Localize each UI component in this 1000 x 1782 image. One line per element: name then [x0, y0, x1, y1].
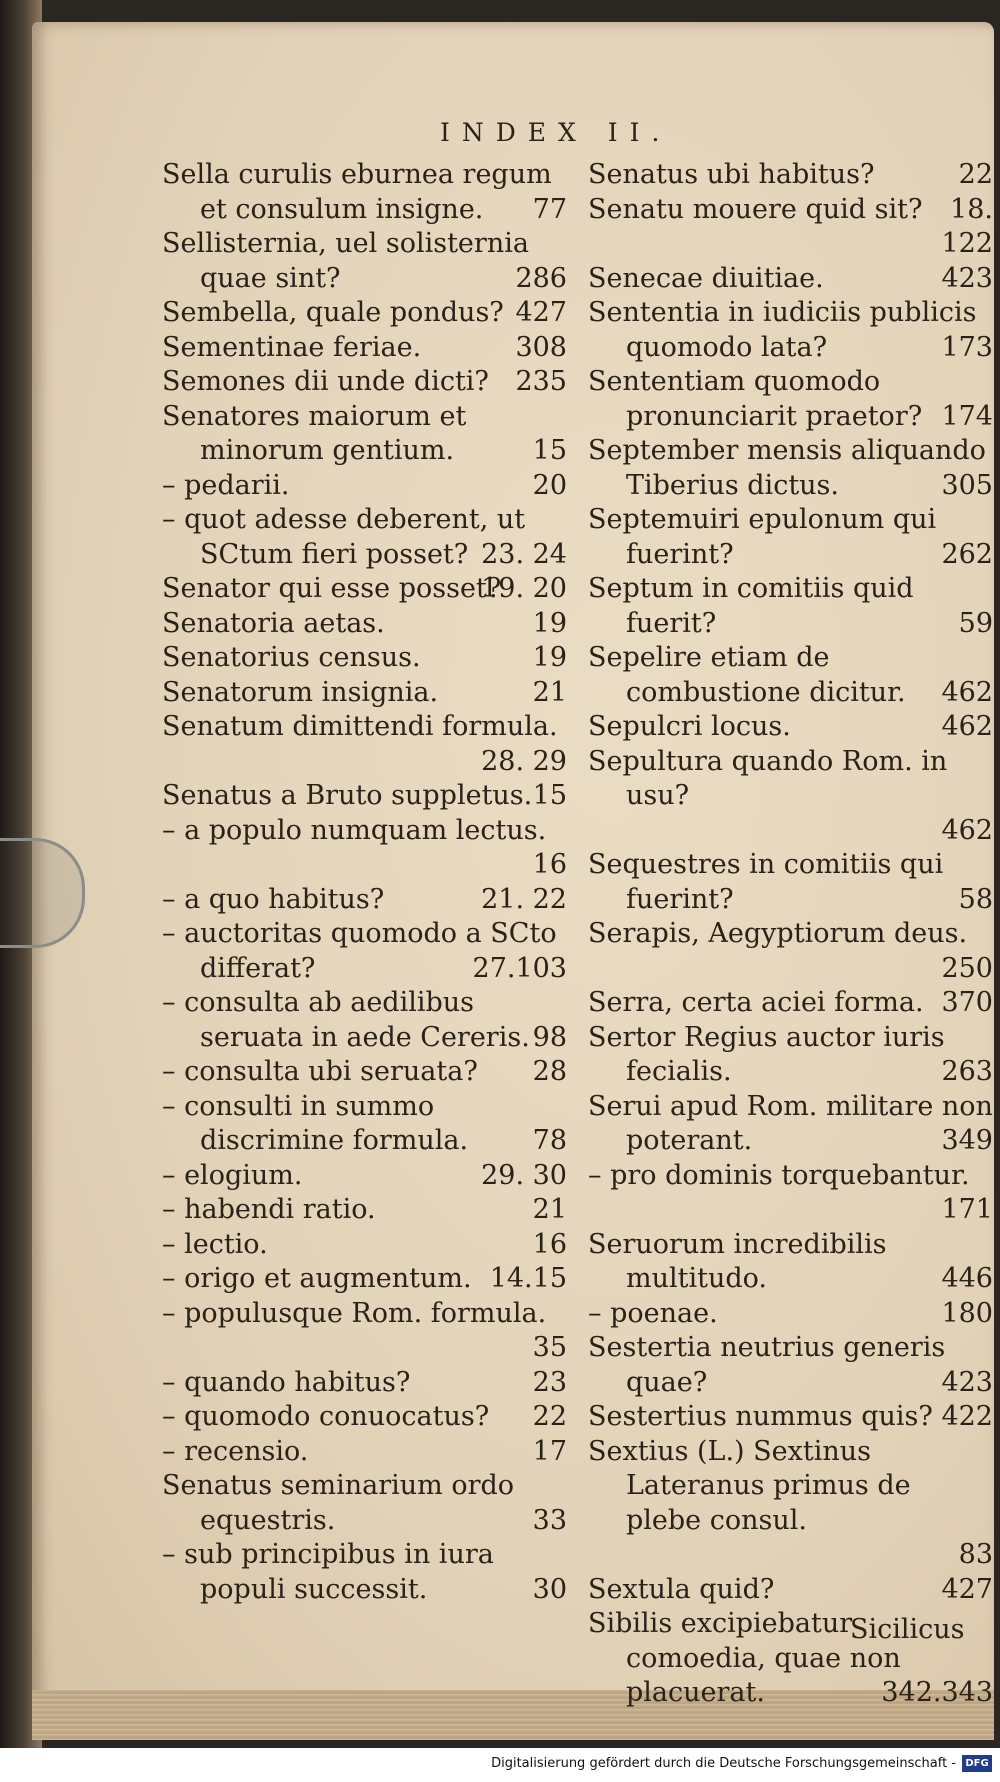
index-entry [588, 1159, 993, 1228]
index-page-ref: 98 [532, 1021, 567, 1053]
index-term: Sestertius nummus quis? [588, 1401, 933, 1432]
catchword: Sicilicus [850, 1614, 965, 1645]
index-entry [588, 503, 993, 572]
dfg-logo-icon: DFG [962, 1755, 992, 1772]
index-term: – recensio. [162, 1435, 309, 1467]
index-entry [162, 1469, 567, 1538]
index-term: Sepultura quando Rom. in usu? [588, 745, 948, 811]
index-page-ref: 78 [532, 1125, 567, 1156]
index-page-ref: 35 [532, 1332, 567, 1363]
index-entry [162, 469, 567, 504]
index-entry [162, 676, 567, 711]
index-term: – a quo habitus? [162, 883, 385, 915]
index-entry [162, 917, 567, 986]
index-page-ref: 423 [941, 262, 993, 294]
index-term: Septemuiri epulonum qui fuerint? [588, 504, 937, 570]
index-entry [588, 1435, 993, 1573]
index-page-ref: 21 [532, 676, 567, 708]
index-term: – pro dominis torquebantur. [588, 1159, 970, 1191]
index-page-ref: 22 [532, 1401, 567, 1432]
index-term: – consulta ab aedilibus seruata in aede Cereris. [162, 987, 530, 1053]
index-entry [162, 1090, 567, 1159]
index-page-ref: 462 [941, 676, 993, 708]
index-term: – sub principibus in iura populi successit. [162, 1539, 494, 1605]
index-page-ref: 174 [941, 400, 993, 432]
index-page-ref: 423 [941, 1366, 993, 1398]
index-term: Sibilis excipiebatur comoedia, quae non placuerat. [588, 1608, 901, 1708]
index-entry [162, 572, 567, 607]
footer-text: Digitalisierung gefördert durch die Deutsche Forschungsgemeinschaft - [491, 1756, 956, 1771]
index-entry [588, 1228, 993, 1297]
index-term: Serra, certa aciei forma. [588, 987, 924, 1018]
index-entry [588, 158, 993, 193]
index-term: Sementinae feriae. [162, 331, 422, 363]
index-entry [588, 986, 993, 1021]
index-page-ref: 18. [950, 193, 993, 225]
index-entry [162, 814, 567, 883]
index-entry [588, 572, 993, 641]
index-entry [588, 1331, 993, 1400]
index-entry [162, 1193, 567, 1228]
index-term: Senatus ubi habitus? [588, 159, 875, 190]
index-term: – quando habitus? [162, 1366, 411, 1398]
index-page-ref: 342.343 [881, 1677, 993, 1708]
index-page-ref: 16 [532, 1228, 567, 1260]
index-entry [162, 365, 567, 400]
index-page-ref: 370 [941, 987, 993, 1018]
index-page-ref: 16 [532, 849, 567, 880]
index-entry [162, 710, 567, 779]
index-page-ref: 30 [532, 1573, 567, 1605]
index-entry [162, 1055, 567, 1090]
index-entry [162, 883, 567, 918]
index-entry [162, 1159, 567, 1194]
index-term: Serapis, Aegyptiorum deus. [588, 918, 968, 949]
index-page-ref: 20 [532, 469, 567, 501]
index-page-ref: 15 [532, 435, 567, 466]
index-term: Senatorum insignia. [162, 676, 439, 708]
index-term: – auctoritas quomodo a SCto differat? [162, 918, 557, 984]
index-term: Senatoria aetas. [162, 607, 385, 639]
index-term: Senatus a Bruto suppletus. [162, 780, 533, 811]
index-entry [162, 503, 567, 572]
index-column-left [162, 158, 567, 1678]
index-page-ref: 28 [532, 1056, 567, 1087]
index-term: – elogium. [162, 1159, 303, 1191]
index-entry [162, 400, 567, 469]
index-entry [588, 641, 993, 710]
index-page-ref: 23 [532, 1366, 567, 1398]
index-term: Sella curulis eburnea regum et consulum insigne. [162, 159, 552, 225]
index-page-ref: 21. 22 [481, 883, 567, 915]
index-entry [588, 848, 993, 917]
index-page-ref: 171 [941, 1194, 993, 1225]
index-page-ref: 262 [941, 538, 993, 570]
index-entry [588, 1021, 993, 1090]
index-page-ref: 33 [532, 1504, 567, 1536]
index-entry [162, 1366, 567, 1401]
index-page-ref: 250 [941, 952, 993, 984]
index-term: Sestertia neutrius generis quae? [588, 1332, 946, 1398]
index-page-ref: 58 [958, 883, 993, 915]
index-term: Senatorius census. [162, 642, 421, 673]
index-term: – consulti in summo discrimine formula. [162, 1090, 469, 1156]
index-entry [162, 607, 567, 642]
index-entry [588, 434, 993, 503]
index-entry [588, 1090, 993, 1159]
index-entry [588, 1400, 993, 1435]
index-term: – pedarii. [162, 469, 290, 501]
index-entry [162, 227, 567, 296]
index-term: – quot adesse deberent, ut SCtum fieri posset? [162, 504, 526, 570]
index-page-ref: 27.103 [472, 952, 567, 984]
index-term: – poenae. [588, 1297, 718, 1329]
index-entry [162, 296, 567, 331]
index-page-ref: 83 [958, 1539, 993, 1570]
index-entry [588, 710, 993, 745]
index-term: Sembella, quale pondus? [162, 297, 504, 328]
index-entry [162, 331, 567, 366]
index-entry [162, 779, 567, 814]
index-page-ref: 28. 29 [481, 745, 567, 777]
index-term: Sepelire etiam de combustione dicitur. [588, 642, 906, 708]
index-page-ref: 29. 30 [481, 1159, 567, 1191]
index-entry [588, 745, 993, 849]
index-term: – origo et augmentum. [162, 1263, 472, 1294]
index-entry [588, 296, 993, 365]
index-column-right [588, 158, 993, 1708]
index-term: Serui apud Rom. militare non poterant. [588, 1090, 993, 1156]
index-page-ref: 422 [941, 1401, 993, 1432]
index-term: Senatu mouere quid sit? [588, 193, 923, 225]
index-page-ref: 77 [532, 193, 567, 225]
index-entry [162, 986, 567, 1055]
index-term: Senator qui esse posset? [162, 573, 502, 604]
index-entry [588, 1573, 993, 1608]
index-entry [588, 365, 993, 434]
index-term: – a populo numquam lectus. [162, 814, 547, 846]
index-page-ref: 22 [958, 159, 993, 190]
index-term: Sextius (L.) Sextinus Lateranus primus de plebe consul. [588, 1435, 911, 1536]
index-page-ref: 19 [532, 607, 567, 639]
index-entry [588, 227, 993, 262]
index-entry [162, 1297, 567, 1366]
index-term: Seruorum incredibilis multitudo. [588, 1228, 887, 1294]
index-term: Sequestres in comitiis qui fuerint? [588, 849, 944, 915]
index-term: Senatus seminarium ordo equestris. [162, 1470, 515, 1536]
index-term: – lectio. [162, 1228, 268, 1260]
index-term: Sellisternia, uel solisternia quae sint? [162, 228, 529, 294]
index-entry [162, 158, 567, 227]
digitization-footer [0, 1748, 1000, 1782]
index-term: Senecae diuitiae. [588, 262, 824, 294]
index-entry [588, 917, 993, 986]
index-entry [162, 1400, 567, 1435]
index-term: Senatum dimittendi formula. [162, 711, 558, 742]
index-page-ref: 263 [941, 1056, 993, 1087]
index-term: Senatores maiorum et minorum gentium. [162, 400, 467, 466]
index-term: – populusque Rom. formula. [162, 1297, 547, 1329]
index-page-ref: 305 [941, 469, 993, 501]
running-header: INDEX II. [440, 118, 672, 147]
index-page-ref: 462 [941, 814, 993, 846]
index-page-ref: 235 [515, 366, 567, 397]
index-term: Septum in comitiis quid fuerit? [588, 573, 914, 639]
index-page-ref: 59 [958, 607, 993, 639]
index-page-ref: 308 [515, 331, 567, 363]
index-term: Sententia in iudiciis publicis quomodo lata? [588, 297, 977, 363]
index-page-ref: 173 [941, 331, 993, 363]
index-entry [588, 262, 993, 297]
index-page-ref: 122 [941, 228, 993, 259]
index-page-ref: 19 [532, 642, 567, 673]
index-entry [162, 641, 567, 676]
index-entry [162, 1435, 567, 1470]
index-page-ref: 23. 24 [481, 538, 567, 570]
index-page-ref: 15 [532, 780, 567, 811]
index-page-ref: 17 [532, 1435, 567, 1467]
index-term: Sententiam quomodo pronunciarit praetor? [588, 366, 923, 432]
index-entry [162, 1228, 567, 1263]
index-page-ref: 446 [941, 1263, 993, 1294]
index-term: Sextula quid? [588, 1573, 775, 1605]
index-page-ref: 180 [941, 1297, 993, 1329]
index-page-ref: 286 [515, 262, 567, 294]
index-page-ref: 19. 20 [481, 573, 567, 604]
index-page-ref: 21 [532, 1194, 567, 1225]
index-term: – habendi ratio. [162, 1194, 376, 1225]
index-page-ref: 14.15 [489, 1263, 567, 1294]
index-page-ref: 427 [941, 1573, 993, 1605]
index-entry [588, 193, 993, 228]
index-entry [588, 1297, 993, 1332]
index-page-ref: 462 [941, 711, 993, 742]
index-entry [162, 1262, 567, 1297]
index-page-ref: 427 [515, 297, 567, 328]
index-page-ref: 349 [941, 1125, 993, 1156]
index-term: Sepulcri locus. [588, 711, 791, 742]
index-entry [162, 1538, 567, 1607]
index-term: – consulta ubi seruata? [162, 1056, 478, 1087]
index-term: Semones dii unde dicti? [162, 366, 489, 397]
index-term: – quomodo conuocatus? [162, 1401, 490, 1432]
index-term: Sertor Regius auctor iuris fecialis. [588, 1021, 945, 1087]
index-term: September mensis aliquando Tiberius dictus. [588, 435, 986, 501]
